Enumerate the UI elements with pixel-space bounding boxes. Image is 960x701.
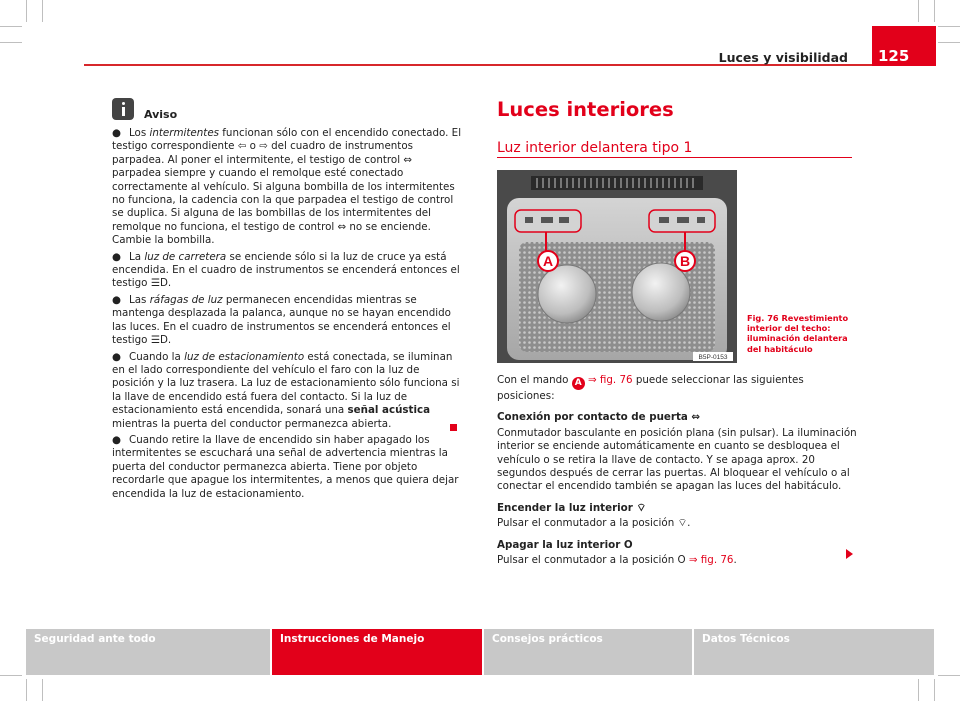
tab-instrucciones[interactable]: Instrucciones de Manejo [272,629,482,675]
aviso-bullet: ● La luz de carretera se enciende sólo si la luz de cruce ya está encendida. En el cuadro de instrumentos se encenderá entonces el testigo ☰D. [112,250,460,290]
section-subtitle: Luz interior delantera tipo 1 [497,140,693,156]
bullet-icon: ● [112,250,121,263]
aviso-bullet: ● Los intermitentes funcionan sólo con el encendido conectado. El testigo correspondiente ⇦ o ⇨ del cuadro de instrumentos parpadea. Al poner el intermitente, el testigo de control ⇔ parpadea siempre y cuando el remolque esté conectado correctamente al vehículo. Si alguna bombilla de los intermitentes no funciona, la cadencia con la que parpadea el testigo de control se duplica. Si alguna de las bombillas de los intermitentes del remolque no funciona, el testigo de control ⇔ no se enciende. Cambie la bombilla. [112,127,462,247]
control-label-a: A [572,377,585,390]
section-end-marker [450,424,457,431]
crop-mark [42,679,43,701]
right-column [497,98,852,157]
crop-mark [26,0,27,22]
aviso-heading [112,98,464,124]
crop-mark [938,675,960,676]
light-on-title: Encender la luz interior ⌔ [497,501,647,514]
figure-code: B5P-0153 [698,354,728,361]
footer-tabs [26,629,934,675]
crop-mark [934,0,935,22]
figure-label-a: A [542,253,554,269]
crop-mark [0,26,22,27]
aviso-bullet: ● Las ráfagas de luz permanecen encendidas mientras se mantenga desplazada la palanca, aunque no se hayan encendido las luces. En el cuadro de instrumentos se encenderá entonces el testigo ☰D. [112,293,451,347]
door-contact-text: Conmutador basculante en posición plana (sin pulsar). La iluminación interior se enciende automáticamente en cuanto se desbloquea el vehículo o se retira la llave de contacto. Y se apaga aprox. 20 segundos después de cerrar las puertas. Al bloquear el vehículo o al conectar el encendido también se apagan las luces del habitáculo. [497,426,857,493]
door-contact-title: Conexión por contacto de puerta ⇔ [497,411,701,424]
interior-light-illustration [497,170,737,363]
info-icon [112,98,134,120]
figure-caption: Fig. 76 Revestimiento interior del techo: iluminación delantera del habitáculo [747,313,849,354]
figure-link[interactable]: ⇒ fig. 76 [584,374,633,386]
crop-mark [938,26,960,27]
aviso-title: Aviso [144,108,178,121]
tab-consejos[interactable]: Consejos prácticos [484,629,692,675]
crop-mark [0,42,22,43]
crop-mark [42,0,43,22]
figure-label-b: B [679,253,691,269]
crop-mark [0,675,22,676]
aviso-bullet: ● Cuando retire la llave de encendido sin haber apagado los intermitentes se escuchará una señal de advertencia mientras la puerta del conductor permanezca abierta. Tiene por objeto recordarle que apague los intermitentes, a menos que quiera dejar encendida la luz de estacionamiento. [112,433,459,500]
light-on-text: Pulsar el conmutador a la posición ⌔. [497,517,691,530]
continue-arrow-icon [846,549,853,559]
crop-mark [918,0,919,22]
subtitle-rule [497,157,852,158]
section-title: Luces interiores [497,98,674,121]
bullet-icon: ● [112,293,121,306]
crop-mark [26,679,27,701]
figure-interior-light [497,170,737,363]
light-off-title: Apagar la luz interior O [497,538,633,551]
crop-mark [918,679,919,701]
bullet-icon: ● [112,127,121,139]
bullet-icon: ● [112,433,121,446]
light-off-text: Pulsar el conmutador a la posición O ⇒ fig. 76. [497,554,737,567]
figure-link[interactable]: ⇒ fig. 76 [688,554,734,567]
tab-seguridad[interactable]: Seguridad ante todo [26,629,270,675]
crop-mark [934,679,935,701]
crop-mark [938,42,960,43]
bullet-icon: ● [112,350,121,363]
intro-paragraph: Con el mando A ⇒ fig. 76 puede seleccionar las siguientes posiciones: [497,374,804,402]
left-column [112,98,464,501]
page-number: 125 [872,26,936,66]
tab-datos[interactable]: Datos Técnicos [694,629,934,675]
aviso-bullet: ● Cuando la luz de estacionamiento está conectada, se iluminan en el lado correspondiente del vehículo el faro con la luz de posición y la luz trasera. La luz de estacionamiento sólo funciona si la llave de encendido está fuera del contacto. Si la luz de estacionamiento está encendida, sonará una señal acústica mientras la puerta del conductor permanezca abierta. [112,350,460,430]
header-section-title: Luces y visibilidad [718,50,848,65]
body-text [497,374,857,575]
